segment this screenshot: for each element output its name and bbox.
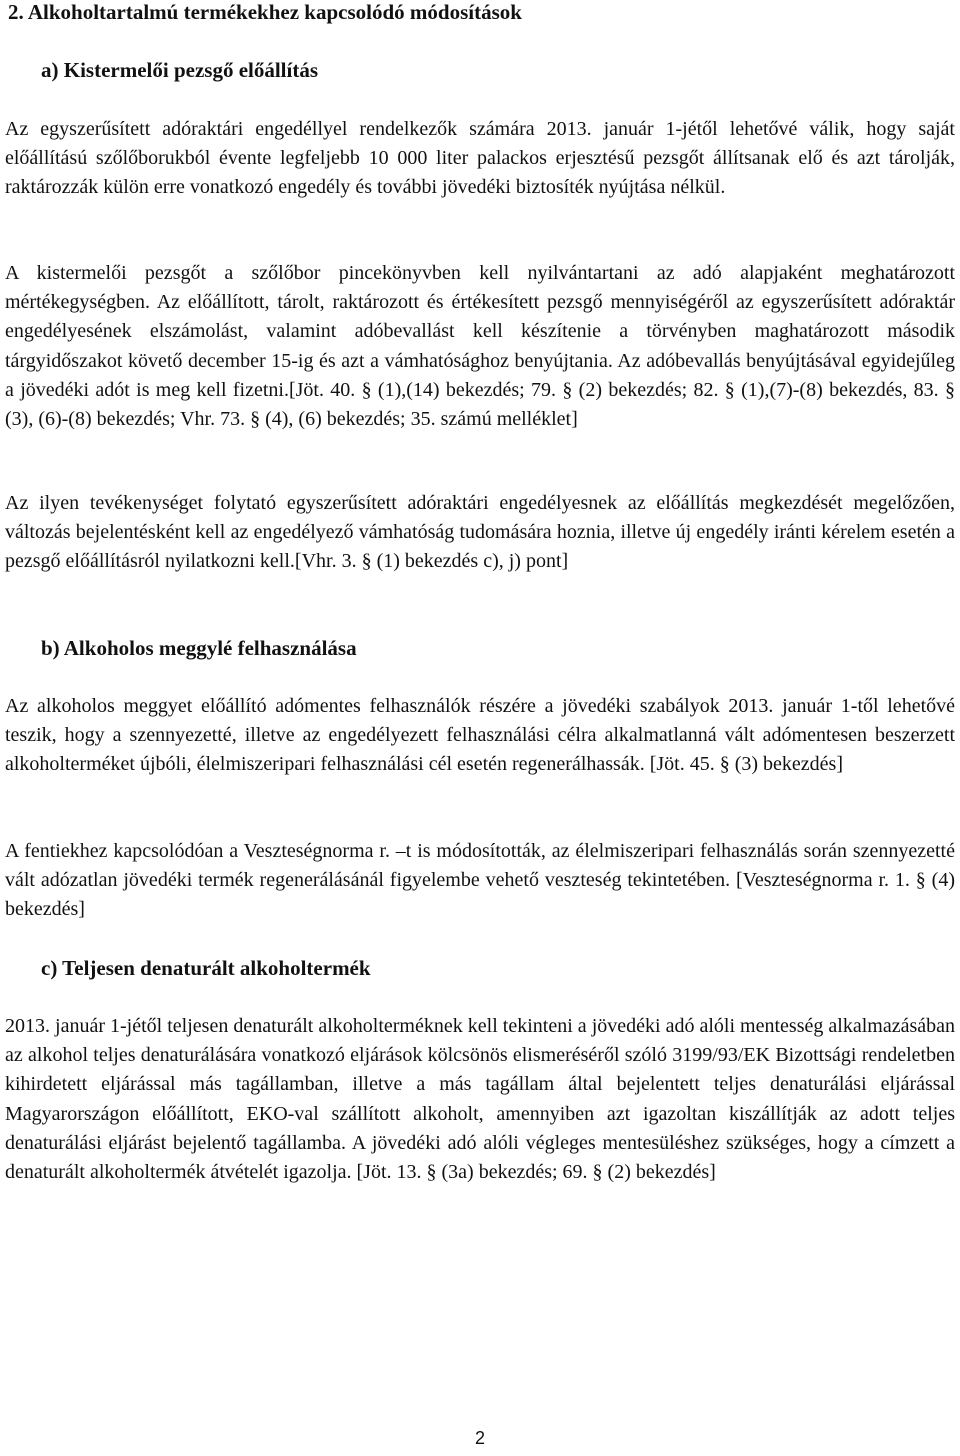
- paragraph-a3: Az ilyen tevékenységet folytató egyszerűsített adóraktári engedélyesnek az előállítás megkezdését megelőzően, változás bejelentésként kell az engedélyező vámhatóság tudomására hoznia, illetve új engedély iránti kérelem esetén a pezsgő előállításról nyilatkozni kell.[Vhr. 3. § (1) bekezdés c), j) pont]: [5, 492, 955, 573]
- subsection-heading-b: b) Alkoholos meggylé felhasználása: [41, 636, 357, 660]
- subsection-heading-c: c) Teljesen denaturált alkoholtermék: [41, 956, 371, 980]
- page-number: 2: [474, 1428, 485, 1448]
- paragraph-b2: A fentiekhez kapcsolódóan a Veszteségnorma r. –t is módosították, az élelmiszeripari felhasználás során szennyezetté vált adózatlan jövedéki termék regenerálásánál figyelembe vehető veszteség tekintetében. [Veszteségnorma r. 1. § (4) bekezdés]: [5, 840, 955, 921]
- paragraph-a1: Az egyszerűsített adóraktári engedéllyel rendelkezők számára 2013. január 1-jétől lehetővé válik, hogy saját előállítású szőlőborukból évente legfeljebb 10 000 liter palackos erjesztésű pezsgőt állítsanak elő és azt tárolják, raktározzák külön erre vonatkozó engedély és további jövedéki biztosíték nyújtása nélkül.: [5, 118, 955, 199]
- section-title: 2. Alkoholtartalmú termékekhez kapcsolódó módosítások: [8, 0, 522, 24]
- paragraph-c1: 2013. január 1-jétől teljesen denaturált alkoholterméknek kell tekinteni a jövedéki adó alóli mentesség alkalmazásában az alkohol teljes denaturálására vonatkozó eljárások kölcsönös elismeréséről szóló 3199/93/EK Bizottsági rendeletben kihirdetett eljárással más tagállamban, illetve a más tagállam által bejelentett teljes denaturálási eljárással Magyarországon előállított, EKO-val szállított alkoholt, amennyiben azt igazoltan kiszállítják az adott teljes denaturálási eljárást bejelentő tagállamba. A jövedéki adó alóli végleges mentesüléshez szükséges, hogy a címzett a denaturált alkoholtermék átvételét igazolja. [Jöt. 13. § (3a) bekezdés; 69. § (2) bekezdés]: [5, 1015, 955, 1184]
- paragraph-b1: Az alkoholos meggyet előállító adómentes felhasználók részére a jövedéki szabályok 2013. január 1-től lehetővé teszik, hogy a szennyezetté, illetve az engedélyezett felhasználási célra alkalmatlanná vált adómentesen beszerzett alkoholterméket újbóli, élelmiszeripari felhasználási cél esetén regenerálhassák. [Jöt. 45. § (3) bekezdés]: [5, 695, 955, 776]
- subsection-heading-a: a) Kistermelői pezsgő előállítás: [41, 58, 319, 82]
- paragraph-a2: A kistermelői pezsgőt a szőlőbor pincekönyvben kell nyilvántartani az adó alapjaként meghatározott mértékegységben. Az előállított, tárolt, raktározott és értékesített pezsgő mennyiségéről az egyszerűsített adóraktár engedélyesének elszámolást, valamint adóbevallást kell készítenie a törvényben maghatározott második tárgyidőszakot követő december 15-ig és azt a vámhatósághoz benyújtania. Az adóbevallás benyújtásával egyidejűleg a jövedéki adót is meg kell fizetni.[Jöt. 40. § (1),(14) bekezdés; 79. § (2) bekezdés; 82. § (1),(7)-(8) bekezdés, 83. § (3), (6)-(8) bekezdés; Vhr. 73. § (4), (6) bekezdés; 35. számú melléklet]: [5, 262, 955, 431]
